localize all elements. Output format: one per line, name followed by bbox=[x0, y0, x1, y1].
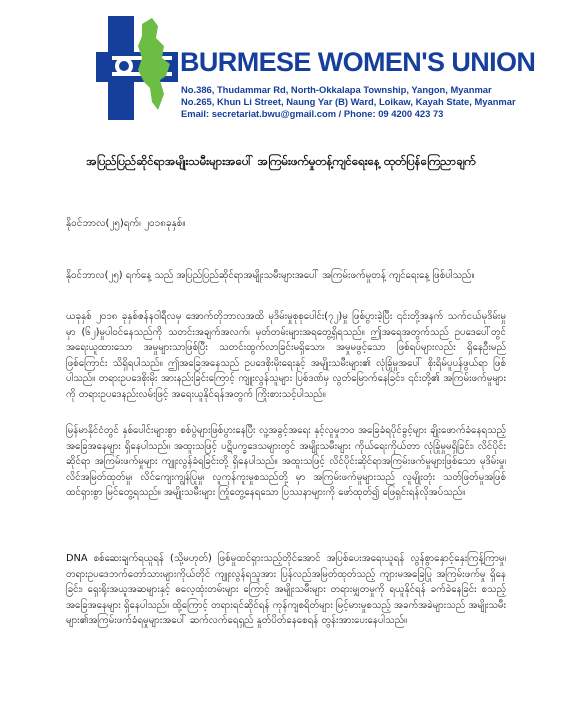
address-line-1: No.386, Thudammar Rd, North-Okkalapa Township, Yangon, Myanmar bbox=[181, 84, 492, 95]
letter-subject: အပြည်ပြည်ဆိုင်ရာအမျိုးသမီးများအပေါ် အကြမ်းဖက်မှုတန့်ကျင်ရေးနေ့ ထုတ်ပြန်ကြေညာချက် bbox=[86, 154, 476, 168]
paragraph-2: ယခုနှစ် ၂၀၁၈ ခုနှစ်ဇန်နဝါရီလမှ အောက်တိုဘာလအထိ မုဒိမ်းမှုစုစုပေါင်း(၇၂)မှု ဖြစ်ပွားခဲ့ပြီး ၎င်းတို့အနက် သက်ငယ်မုဒိမ်းမှုမှာ (၆၂)မှုပါဝင်နေသည်ကို သတင်းအချက်အလက်၊ မှတ်တမ်းများအရတွေ့ရှိရသည်။ ဤအရေအတွက်သည် ဥပဒေပေါ်တွင် အရေးယူထားသော အမှုများသာဖြစ်ပြီး သတင်းထွက်လာခြင်းမရှိသော၊ အမှုမဖွင့်သော ဖြစ်ရပ်များလည်း ရှိနေဦးမည်ဖြစ်ကြောင်း သိရှိရပါသည်။ ဤအခြေအနေသည် ဥပဒေစိုးမိုးရေးနှင့် အမျိုးသမီးများ၏ လုံခြုံမှုအပေါ် စိုးရိမ်ပူပန်ဖွယ်ရာ ဖြစ်ပါသည်။ တရားဥပဒေစိုးမိုး အားနည်းခြင်းကြောင့် ကျူးလွန်သူများ ပြစ်ဒဏ်မှ လွတ်မြောက်နေခြင်း၊ ၎င်းတို့၏ အကြမ်းဖက်မှုများကို တရားဥပဒေနည်းလမ်းဖြင့် အရေးယူနိုင်ရန်အတွက် ကြိုးစားသင့်ပါသည်။ bbox=[66, 311, 506, 400]
bwu-cross-map-logo-icon bbox=[84, 10, 184, 128]
contact-line: Email: secretariat.bwu@gmail.com / Phone: 09 4200 423 73 bbox=[181, 108, 444, 119]
letterhead bbox=[0, 0, 562, 150]
paragraph-4: DNA စစ်ဆေးချက်ရယူရန် (သို့မဟုတ်) ဖြစ်မှုထင်ရှားသည့်တိုင်အောင် အပြစ်ပေးအရေးယူရန် လွန်စွာနှောင့်နှေးကြန့်ကြာမှု၊ တရားဥပဒေဘက်တော်သားများကိုယ်တိုင် ကျူးလွန်ရသူအား ပြန်လည်အမြတ်ထုတ်သည့် ကျားမအခြေပြု အကြမ်းဖက်မှု ရှိနေခြင်း၊ ရှေးရိုးအယူအဆများနှင့် ဓလေ့ထုံးတမ်းများ ကြောင့် အမျိုးသမီးများ တရားမျှတမှုကို ရယူနိုင်ရန် ခက်ခဲနေခြင်း စသည့် အခြေအနေများ ရှိနေပါသည်။ ထို့ကြောင့် တရားရင်ဆိုင်ရန် ကုန်ကျစရိတ်များ မြင့်မားမှုစသည့် အခက်အခဲများသည် အမျိုးသမီးများ၏အကြမ်းဖက်ခံရမှုများအပေါ် ဆက်လက်ရေရှည် နှုတ်ပိတ်နေစေရန် တွန်းအားပေးနေပါသည်။ bbox=[66, 553, 506, 627]
paragraph-1: နိုဝင်ဘာလ(၂၅) ရက်နေ့ သည် အပြည်ပြည်ဆိုင်ရာအမျိုးသမီးများအပေါ် အကြမ်းဖက်မှုတန့် ကျင်ရေးနေ့ ဖြစ်ပါသည်။ bbox=[66, 270, 475, 281]
address-line-2: No.265, Khun Li Street, Naung Yar (B) Ward, Loikaw, Kayah State, Myanmar bbox=[181, 96, 516, 107]
letter-date: နိုဝင်ဘာလ(၂၅)ရက်၊ ၂၀၁၈ခုနှစ်။ bbox=[66, 218, 186, 229]
org-name: BURMESE WOMEN'S UNION bbox=[180, 47, 536, 77]
paragraph-3: မြန်မာနိုင်ငံတွင် နှစ်ပေါင်းများစွာ စစ်ပွဲများဖြစ်ပွားနေပြီး လူ့အခွင့်အရေး နှင့်လူမှုဘဝ အခြေခံရပိုင်ခွင့်များ ချိုးဖောက်ခံနေရသည့် အခြေအနေများ ရှိနေပါသည်။ အထူးသဖြင့် ပဋိပက္ခဒေသများတွင် အမျိုးသမီးများ ကိုယ်ရေးကိုယ်တာ လုံခြုံမှုမရှိခြင်း၊ လိင်ပိုင်းဆိုင်ရာ အကြမ်းဖက်မှုများ ကျူးလွန်ခံရခြင်းတို့ ရှိနေပါသည်။ အထူးသဖြင့် လိင်ပိုင်းဆိုင်ရာအကြမ်းဖက်မှုများဖြစ်သော မုဒိမ်းမှု၊ လိင်အမြတ်ထုတ်မှု၊ လိင်ကျေးကျွန်ပြုမှု၊ လူကုန်ကူးမှုစသည်တို့ မှာ အကြမ်းဖက်မှုများသည် လူမျိုးတုံး သတ်ဖြတ်မှုအဖြစ် ထင်ရှားစွာ မြင်တွေ့ရသည်။ အမျိုးသမီးများ ကြုံတွေ့နေရသော ပြဿနာများကို ဖော်ထုတ်၍ ဖြေရှင်းရန်လိုအပ်သည်။ bbox=[66, 425, 506, 499]
